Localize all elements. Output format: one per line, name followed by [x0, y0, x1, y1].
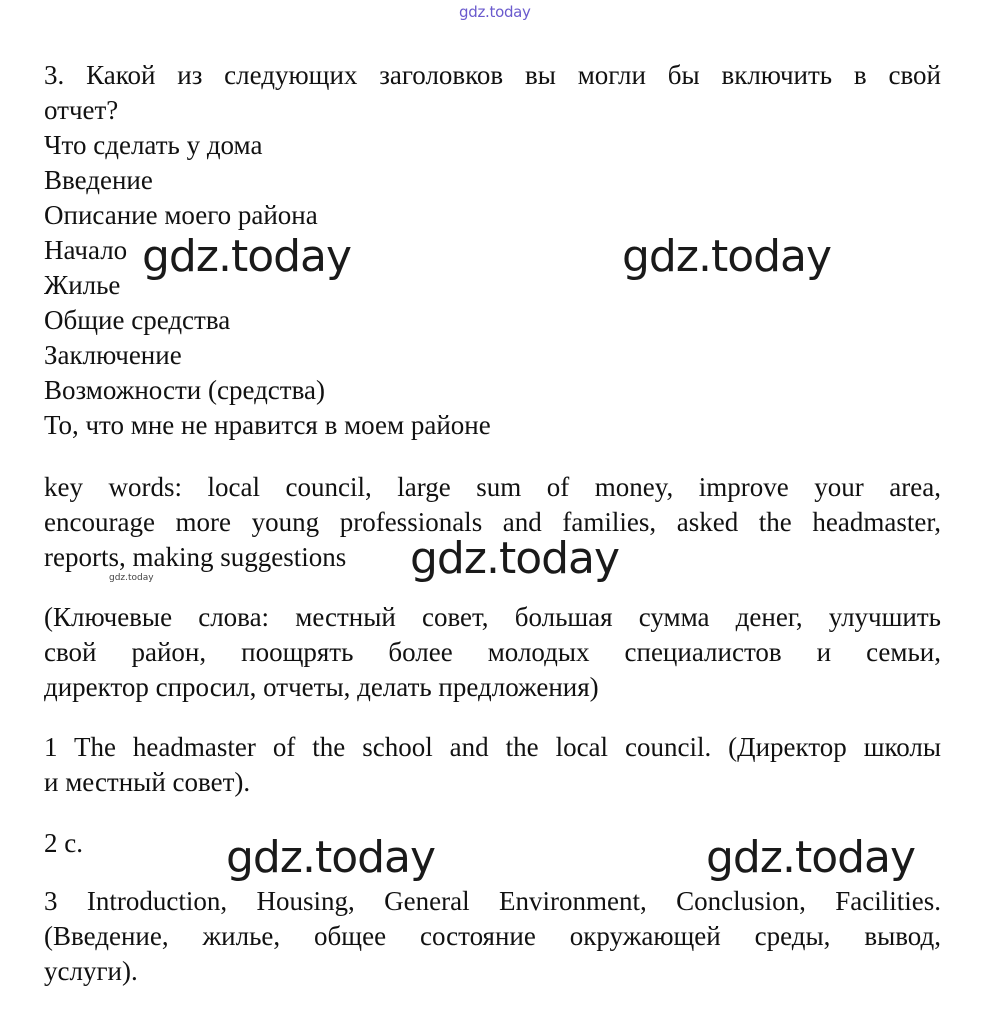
watermark: gdz.today — [622, 231, 832, 282]
option-item: Введение — [44, 165, 153, 195]
answer-3 — [44, 884, 941, 989]
key-words-ru-line-3: директор спросил, отчеты, делать предложения) — [44, 672, 599, 702]
watermark: gdz.today — [410, 533, 620, 584]
option-item: Жилье — [44, 270, 121, 300]
key-words-line-1: key words: local council, large sum of money, improve your area, — [44, 472, 941, 502]
answer-1-line-2: и местный совет). — [44, 767, 251, 797]
key-words-translation — [44, 600, 941, 705]
watermark-small: gdz.today — [109, 573, 154, 583]
watermark-top: gdz.today — [459, 3, 531, 21]
answer-1-line-1: 1 The headmaster of the school and the local council. (Директор школы — [44, 732, 941, 762]
question-3-line-1: 3. Какой из следующих заголовков вы могли бы включить в свой — [44, 60, 941, 90]
option-item: Заключение — [44, 340, 182, 370]
answer-2-line: 2 c. — [44, 828, 83, 858]
option-item: Общие средства — [44, 305, 231, 335]
watermark: gdz.today — [142, 231, 352, 282]
answer-1 — [44, 730, 941, 800]
key-words-line-3: reports, making suggestions — [44, 542, 347, 572]
option-item: То, что мне не нравится в моем районе — [44, 410, 491, 440]
key-words-line-2: encourage more young professionals and families, asked the headmaster, — [44, 507, 941, 537]
answer-3-line-1: 3 Introduction, Housing, General Environment, Conclusion, Facilities. — [44, 886, 941, 916]
key-words-ru-line-2: свой район, поощрять более молодых специалистов и семьи, — [44, 637, 941, 667]
answer-3-line-3: услуги). — [44, 956, 138, 986]
watermark: gdz.today — [706, 832, 916, 883]
watermark: gdz.today — [226, 832, 436, 883]
answer-3-line-2: (Введение, жилье, общее состояние окружающей среды, вывод, — [44, 921, 941, 951]
option-item: Описание моего района — [44, 200, 318, 230]
option-item: Начало — [44, 235, 128, 265]
key-words-ru-line-1: (Ключевые слова: местный совет, большая сумма денег, улучшить — [44, 602, 941, 632]
question-3-line-2: отчет? — [44, 95, 119, 125]
option-item: Возможности (средства) — [44, 375, 325, 405]
option-item: Что сделать у дома — [44, 130, 263, 160]
